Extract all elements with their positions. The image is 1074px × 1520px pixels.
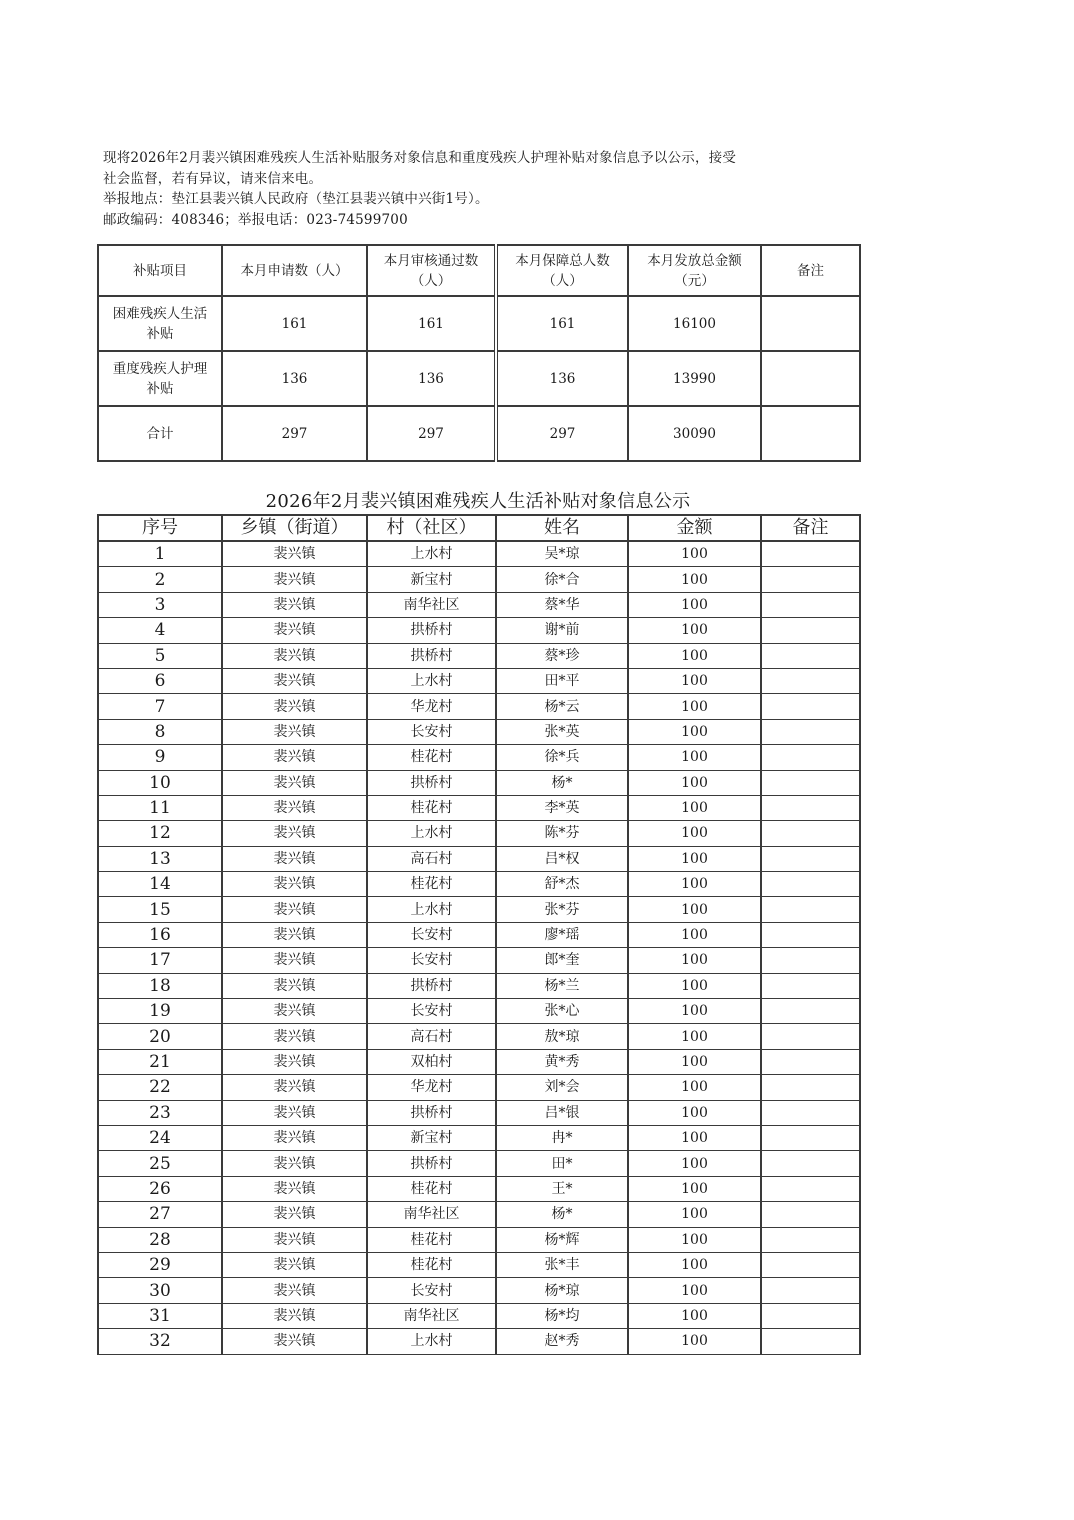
cell-village: 桂花村 bbox=[367, 1227, 496, 1252]
header-text-line: 补贴项目 bbox=[133, 262, 187, 279]
cell-township: 裴兴镇 bbox=[222, 1329, 367, 1354]
cell-name: 廖*瑶 bbox=[496, 922, 628, 947]
cell-remark bbox=[761, 541, 860, 567]
cell-village: 上水村 bbox=[367, 541, 496, 567]
cell-township: 裴兴镇 bbox=[222, 922, 367, 947]
cell-seq: 9 bbox=[98, 745, 222, 770]
cell-amount: 100 bbox=[628, 922, 761, 947]
cell-township: 裴兴镇 bbox=[222, 719, 367, 744]
cell-seq: 24 bbox=[98, 1125, 222, 1150]
cell-name: 陈*芬 bbox=[496, 821, 628, 846]
cell-township: 裴兴镇 bbox=[222, 694, 367, 719]
table-row bbox=[98, 846, 860, 871]
cell-amount: 100 bbox=[628, 1329, 761, 1354]
cell-name: 敖*琼 bbox=[496, 1024, 628, 1049]
cell-remark bbox=[761, 406, 860, 461]
detail-header-township: 乡镇（街道） bbox=[222, 515, 367, 541]
cell-seq: 30 bbox=[98, 1278, 222, 1303]
cell-village: 拱桥村 bbox=[367, 643, 496, 668]
cell-township: 裴兴镇 bbox=[222, 1125, 367, 1150]
cell-remark bbox=[761, 1252, 860, 1277]
cell-remark bbox=[761, 745, 860, 770]
cell-remark bbox=[761, 643, 860, 668]
cell-amount: 100 bbox=[628, 1100, 761, 1125]
cell-name: 舒*杰 bbox=[496, 872, 628, 897]
summary-header-subsidy-item bbox=[98, 245, 222, 296]
cell-amount: 100 bbox=[628, 999, 761, 1024]
cell-seq: 11 bbox=[98, 795, 222, 820]
cell-name: 杨*琼 bbox=[496, 1278, 628, 1303]
cell-amount: 100 bbox=[628, 1303, 761, 1328]
cell-name: 徐*兵 bbox=[496, 745, 628, 770]
cell-township: 裴兴镇 bbox=[222, 897, 367, 922]
cell-village: 新宝村 bbox=[367, 1125, 496, 1150]
cell-name: 杨*云 bbox=[496, 694, 628, 719]
summary-row bbox=[98, 296, 860, 351]
summary-row bbox=[98, 351, 860, 406]
header-text-line: （人） bbox=[410, 272, 452, 289]
cell-village: 桂花村 bbox=[367, 795, 496, 820]
summary-header-total-amount bbox=[628, 245, 761, 296]
cell-name: 赵*秀 bbox=[496, 1329, 628, 1354]
cell-name: 杨*辉 bbox=[496, 1227, 628, 1252]
cell-township: 裴兴镇 bbox=[222, 1049, 367, 1074]
cell-village: 桂花村 bbox=[367, 1176, 496, 1201]
cell-amount: 100 bbox=[628, 745, 761, 770]
detail-header-name: 姓名 bbox=[496, 515, 628, 541]
cell-approved: 297 bbox=[367, 406, 496, 461]
cell-amount: 13990 bbox=[628, 351, 761, 406]
cell-approved: 136 bbox=[367, 351, 496, 406]
cell-remark bbox=[761, 592, 860, 617]
cell-seq: 28 bbox=[98, 1227, 222, 1252]
table-row bbox=[98, 1049, 860, 1074]
cell-township: 裴兴镇 bbox=[222, 1252, 367, 1277]
table-row bbox=[98, 668, 860, 693]
cell-name: 田*平 bbox=[496, 668, 628, 693]
cell-amount: 100 bbox=[628, 1075, 761, 1100]
cell-remark bbox=[761, 296, 860, 351]
cell-township: 裴兴镇 bbox=[222, 948, 367, 973]
cell-seq: 6 bbox=[98, 668, 222, 693]
cell-amount: 100 bbox=[628, 1252, 761, 1277]
cell-applied: 161 bbox=[222, 296, 367, 351]
cell-seq: 31 bbox=[98, 1303, 222, 1328]
cell-amount: 100 bbox=[628, 567, 761, 592]
cell-name: 张*英 bbox=[496, 719, 628, 744]
table-row bbox=[98, 1202, 860, 1227]
cell-village: 桂花村 bbox=[367, 872, 496, 897]
cell-amount: 30090 bbox=[628, 406, 761, 461]
cell-name: 蔡*珍 bbox=[496, 643, 628, 668]
notice-line: 社会监督，若有异议，请来信来电。 bbox=[103, 170, 323, 187]
cell-seq: 4 bbox=[98, 618, 222, 643]
table-row bbox=[98, 1125, 860, 1150]
cell-seq: 22 bbox=[98, 1075, 222, 1100]
cell-remark bbox=[761, 795, 860, 820]
cell-amount: 100 bbox=[628, 1176, 761, 1201]
cell-village: 桂花村 bbox=[367, 745, 496, 770]
cell-village: 高石村 bbox=[367, 1024, 496, 1049]
cell-remark bbox=[761, 1075, 860, 1100]
table-row bbox=[98, 1075, 860, 1100]
cell-amount: 100 bbox=[628, 821, 761, 846]
cell-name: 张*丰 bbox=[496, 1252, 628, 1277]
header-text-line: 备注 bbox=[797, 262, 824, 279]
cell-amount: 16100 bbox=[628, 296, 761, 351]
cell-seq: 7 bbox=[98, 694, 222, 719]
cell-seq: 5 bbox=[98, 643, 222, 668]
cell-name: 杨* bbox=[496, 770, 628, 795]
summary-header-approved-count bbox=[367, 245, 496, 296]
cell-village: 南华社区 bbox=[367, 1303, 496, 1328]
cell-seq: 10 bbox=[98, 770, 222, 795]
cell-remark bbox=[761, 973, 860, 998]
cell-amount: 100 bbox=[628, 1024, 761, 1049]
cell-name: 吕*权 bbox=[496, 846, 628, 871]
cell-seq: 27 bbox=[98, 1202, 222, 1227]
cell-remark bbox=[761, 872, 860, 897]
table-row bbox=[98, 719, 860, 744]
table-row bbox=[98, 973, 860, 998]
cell-amount: 100 bbox=[628, 1227, 761, 1252]
cell-township: 裴兴镇 bbox=[222, 1227, 367, 1252]
detail-list-title: 2026年2月裴兴镇困难残疾人生活补贴对象信息公示 bbox=[265, 491, 691, 512]
cell-seq: 17 bbox=[98, 948, 222, 973]
cell-amount: 100 bbox=[628, 770, 761, 795]
table-row bbox=[98, 745, 860, 770]
cell-amount: 100 bbox=[628, 719, 761, 744]
detail-header-village: 村（社区） bbox=[367, 515, 496, 541]
cell-seq: 12 bbox=[98, 821, 222, 846]
cell-remark bbox=[761, 668, 860, 693]
cell-seq: 26 bbox=[98, 1176, 222, 1201]
cell-township: 裴兴镇 bbox=[222, 1202, 367, 1227]
cell-subsidy-item bbox=[98, 296, 222, 351]
notice-line: 举报地点：垫江县裴兴镇人民政府（垫江县裴兴镇中兴街1号）。 bbox=[103, 191, 489, 207]
cell-village: 长安村 bbox=[367, 922, 496, 947]
notice-line: 邮政编码：408346；举报电话：023-74599700 bbox=[103, 211, 408, 228]
cell-village: 拱桥村 bbox=[367, 1100, 496, 1125]
cell-seq: 21 bbox=[98, 1049, 222, 1074]
cell-township: 裴兴镇 bbox=[222, 770, 367, 795]
summary-header-covered-count bbox=[496, 245, 628, 296]
cell-name: 蔡*华 bbox=[496, 592, 628, 617]
cell-amount: 100 bbox=[628, 592, 761, 617]
table-row bbox=[98, 1278, 860, 1303]
table-row bbox=[98, 618, 860, 643]
cell-seq: 25 bbox=[98, 1151, 222, 1176]
cell-remark bbox=[761, 1125, 860, 1150]
cell-amount: 100 bbox=[628, 846, 761, 871]
cell-remark bbox=[761, 1329, 860, 1354]
cell-amount: 100 bbox=[628, 668, 761, 693]
cell-remark bbox=[761, 618, 860, 643]
cell-township: 裴兴镇 bbox=[222, 618, 367, 643]
cell-remark bbox=[761, 1303, 860, 1328]
cell-township: 裴兴镇 bbox=[222, 592, 367, 617]
table-row bbox=[98, 770, 860, 795]
cell-village: 拱桥村 bbox=[367, 1151, 496, 1176]
cell-covered: 297 bbox=[496, 406, 628, 461]
cell-township: 裴兴镇 bbox=[222, 795, 367, 820]
cell-township: 裴兴镇 bbox=[222, 1303, 367, 1328]
item-text-line: 补贴 bbox=[146, 380, 174, 397]
cell-name: 田* bbox=[496, 1151, 628, 1176]
table-row bbox=[98, 1252, 860, 1277]
cell-remark bbox=[761, 897, 860, 922]
cell-remark bbox=[761, 846, 860, 871]
cell-name: 张*芬 bbox=[496, 897, 628, 922]
header-text-line: 本月审核通过数 bbox=[383, 252, 479, 269]
cell-name: 李*英 bbox=[496, 795, 628, 820]
item-text-line: 合计 bbox=[146, 425, 174, 442]
cell-amount: 100 bbox=[628, 1202, 761, 1227]
table-row bbox=[98, 1176, 860, 1201]
cell-amount: 100 bbox=[628, 1151, 761, 1176]
header-text-line: （人） bbox=[542, 272, 583, 289]
table-row bbox=[98, 1024, 860, 1049]
cell-village: 华龙村 bbox=[367, 694, 496, 719]
cell-seq: 16 bbox=[98, 922, 222, 947]
table-row bbox=[98, 821, 860, 846]
header-text-line: 本月发放总金额 bbox=[647, 252, 742, 269]
cell-name: 谢*前 bbox=[496, 618, 628, 643]
cell-name: 郎*奎 bbox=[496, 948, 628, 973]
cell-township: 裴兴镇 bbox=[222, 745, 367, 770]
table-row bbox=[98, 872, 860, 897]
header-text-line: 本月申请数（人） bbox=[240, 262, 349, 279]
summary-header-applied-count bbox=[222, 245, 367, 296]
cell-name: 吕*银 bbox=[496, 1100, 628, 1125]
cell-village: 南华社区 bbox=[367, 592, 496, 617]
cell-village: 南华社区 bbox=[367, 1202, 496, 1227]
cell-name: 冉* bbox=[496, 1125, 628, 1150]
detail-header-seq: 序号 bbox=[98, 515, 222, 541]
table-row bbox=[98, 1329, 860, 1354]
cell-name: 杨*兰 bbox=[496, 973, 628, 998]
cell-seq: 15 bbox=[98, 897, 222, 922]
cell-seq: 2 bbox=[98, 567, 222, 592]
cell-township: 裴兴镇 bbox=[222, 567, 367, 592]
table-row bbox=[98, 795, 860, 820]
cell-remark bbox=[761, 719, 860, 744]
cell-seq: 20 bbox=[98, 1024, 222, 1049]
cell-seq: 13 bbox=[98, 846, 222, 871]
cell-remark bbox=[761, 1227, 860, 1252]
cell-village: 长安村 bbox=[367, 948, 496, 973]
cell-village: 新宝村 bbox=[367, 567, 496, 592]
cell-village: 长安村 bbox=[367, 999, 496, 1024]
cell-township: 裴兴镇 bbox=[222, 1151, 367, 1176]
cell-seq: 29 bbox=[98, 1252, 222, 1277]
cell-township: 裴兴镇 bbox=[222, 973, 367, 998]
table-row bbox=[98, 592, 860, 617]
cell-amount: 100 bbox=[628, 897, 761, 922]
cell-remark bbox=[761, 821, 860, 846]
header-text-line: （元） bbox=[674, 272, 715, 289]
table-row bbox=[98, 999, 860, 1024]
cell-township: 裴兴镇 bbox=[222, 1176, 367, 1201]
cell-name: 刘*会 bbox=[496, 1075, 628, 1100]
detail-header-remark: 备注 bbox=[761, 515, 860, 541]
cell-name: 黄*秀 bbox=[496, 1049, 628, 1074]
cell-amount: 100 bbox=[628, 1049, 761, 1074]
table-row bbox=[98, 1100, 860, 1125]
cell-township: 裴兴镇 bbox=[222, 1075, 367, 1100]
cell-seq: 8 bbox=[98, 719, 222, 744]
detail-header-amount: 金额 bbox=[628, 515, 761, 541]
cell-amount: 100 bbox=[628, 973, 761, 998]
cell-remark bbox=[761, 351, 860, 406]
cell-remark bbox=[761, 1024, 860, 1049]
cell-name: 徐*合 bbox=[496, 567, 628, 592]
cell-covered: 136 bbox=[496, 351, 628, 406]
cell-remark bbox=[761, 694, 860, 719]
cell-amount: 100 bbox=[628, 541, 761, 567]
cell-township: 裴兴镇 bbox=[222, 1024, 367, 1049]
item-text-line: 重度残疾人护理 bbox=[112, 360, 208, 377]
cell-name: 杨*均 bbox=[496, 1303, 628, 1328]
cell-amount: 100 bbox=[628, 872, 761, 897]
table-row bbox=[98, 1151, 860, 1176]
cell-township: 裴兴镇 bbox=[222, 999, 367, 1024]
cell-name: 王* bbox=[496, 1176, 628, 1201]
summary-header-remark bbox=[761, 245, 860, 296]
cell-amount: 100 bbox=[628, 618, 761, 643]
table-row bbox=[98, 541, 860, 567]
cell-township: 裴兴镇 bbox=[222, 1278, 367, 1303]
table-row bbox=[98, 897, 860, 922]
cell-remark bbox=[761, 1151, 860, 1176]
table-row bbox=[98, 1227, 860, 1252]
cell-amount: 100 bbox=[628, 795, 761, 820]
cell-remark bbox=[761, 948, 860, 973]
cell-remark bbox=[761, 1202, 860, 1227]
cell-amount: 100 bbox=[628, 643, 761, 668]
cell-township: 裴兴镇 bbox=[222, 668, 367, 693]
cell-applied: 297 bbox=[222, 406, 367, 461]
cell-township: 裴兴镇 bbox=[222, 643, 367, 668]
cell-applied: 136 bbox=[222, 351, 367, 406]
detail-header-row bbox=[98, 515, 860, 541]
cell-village: 长安村 bbox=[367, 719, 496, 744]
cell-name: 杨* bbox=[496, 1202, 628, 1227]
table-row bbox=[98, 922, 860, 947]
cell-seq: 18 bbox=[98, 973, 222, 998]
cell-amount: 100 bbox=[628, 694, 761, 719]
cell-remark bbox=[761, 1100, 860, 1125]
cell-village: 双柏村 bbox=[367, 1049, 496, 1074]
cell-remark bbox=[761, 1278, 860, 1303]
cell-subsidy-item bbox=[98, 351, 222, 406]
cell-village: 上水村 bbox=[367, 821, 496, 846]
cell-township: 裴兴镇 bbox=[222, 1100, 367, 1125]
table-row bbox=[98, 694, 860, 719]
cell-name: 吴*琼 bbox=[496, 541, 628, 567]
cell-township: 裴兴镇 bbox=[222, 846, 367, 871]
cell-remark bbox=[761, 1176, 860, 1201]
cell-remark bbox=[761, 567, 860, 592]
cell-remark bbox=[761, 999, 860, 1024]
cell-village: 拱桥村 bbox=[367, 770, 496, 795]
cell-village: 高石村 bbox=[367, 846, 496, 871]
cell-village: 拱桥村 bbox=[367, 618, 496, 643]
cell-remark bbox=[761, 770, 860, 795]
cell-township: 裴兴镇 bbox=[222, 541, 367, 567]
cell-amount: 100 bbox=[628, 948, 761, 973]
summary-row bbox=[98, 406, 860, 461]
cell-village: 上水村 bbox=[367, 668, 496, 693]
cell-seq: 3 bbox=[98, 592, 222, 617]
recipient-detail-table bbox=[97, 514, 861, 1355]
cell-seq: 19 bbox=[98, 999, 222, 1024]
notice-line: 现将2026年2月裴兴镇困难残疾人生活补贴服务对象信息和重度残疾人护理补贴对象信息予以公示，接受 bbox=[103, 150, 737, 166]
cell-village: 桂花村 bbox=[367, 1252, 496, 1277]
cell-approved: 161 bbox=[367, 296, 496, 351]
table-row bbox=[98, 1303, 860, 1328]
cell-amount: 100 bbox=[628, 1125, 761, 1150]
cell-village: 上水村 bbox=[367, 897, 496, 922]
cell-village: 华龙村 bbox=[367, 1075, 496, 1100]
cell-seq: 32 bbox=[98, 1329, 222, 1354]
table-row bbox=[98, 567, 860, 592]
table-row bbox=[98, 643, 860, 668]
cell-subsidy-item bbox=[98, 406, 222, 461]
cell-remark bbox=[761, 922, 860, 947]
cell-covered: 161 bbox=[496, 296, 628, 351]
summary-header-row bbox=[98, 245, 860, 296]
cell-seq: 1 bbox=[98, 541, 222, 567]
cell-village: 拱桥村 bbox=[367, 973, 496, 998]
public-notice bbox=[103, 148, 863, 230]
cell-village: 长安村 bbox=[367, 1278, 496, 1303]
cell-seq: 23 bbox=[98, 1100, 222, 1125]
subsidy-summary-table bbox=[97, 244, 861, 462]
cell-seq: 14 bbox=[98, 872, 222, 897]
cell-remark bbox=[761, 1049, 860, 1074]
table-row bbox=[98, 948, 860, 973]
cell-village: 上水村 bbox=[367, 1329, 496, 1354]
cell-name: 张*心 bbox=[496, 999, 628, 1024]
cell-township: 裴兴镇 bbox=[222, 821, 367, 846]
header-text-line: 本月保障总人数 bbox=[515, 252, 610, 269]
item-text-line: 困难残疾人生活 bbox=[112, 305, 208, 322]
cell-amount: 100 bbox=[628, 1278, 761, 1303]
cell-township: 裴兴镇 bbox=[222, 872, 367, 897]
item-text-line: 补贴 bbox=[146, 325, 174, 342]
